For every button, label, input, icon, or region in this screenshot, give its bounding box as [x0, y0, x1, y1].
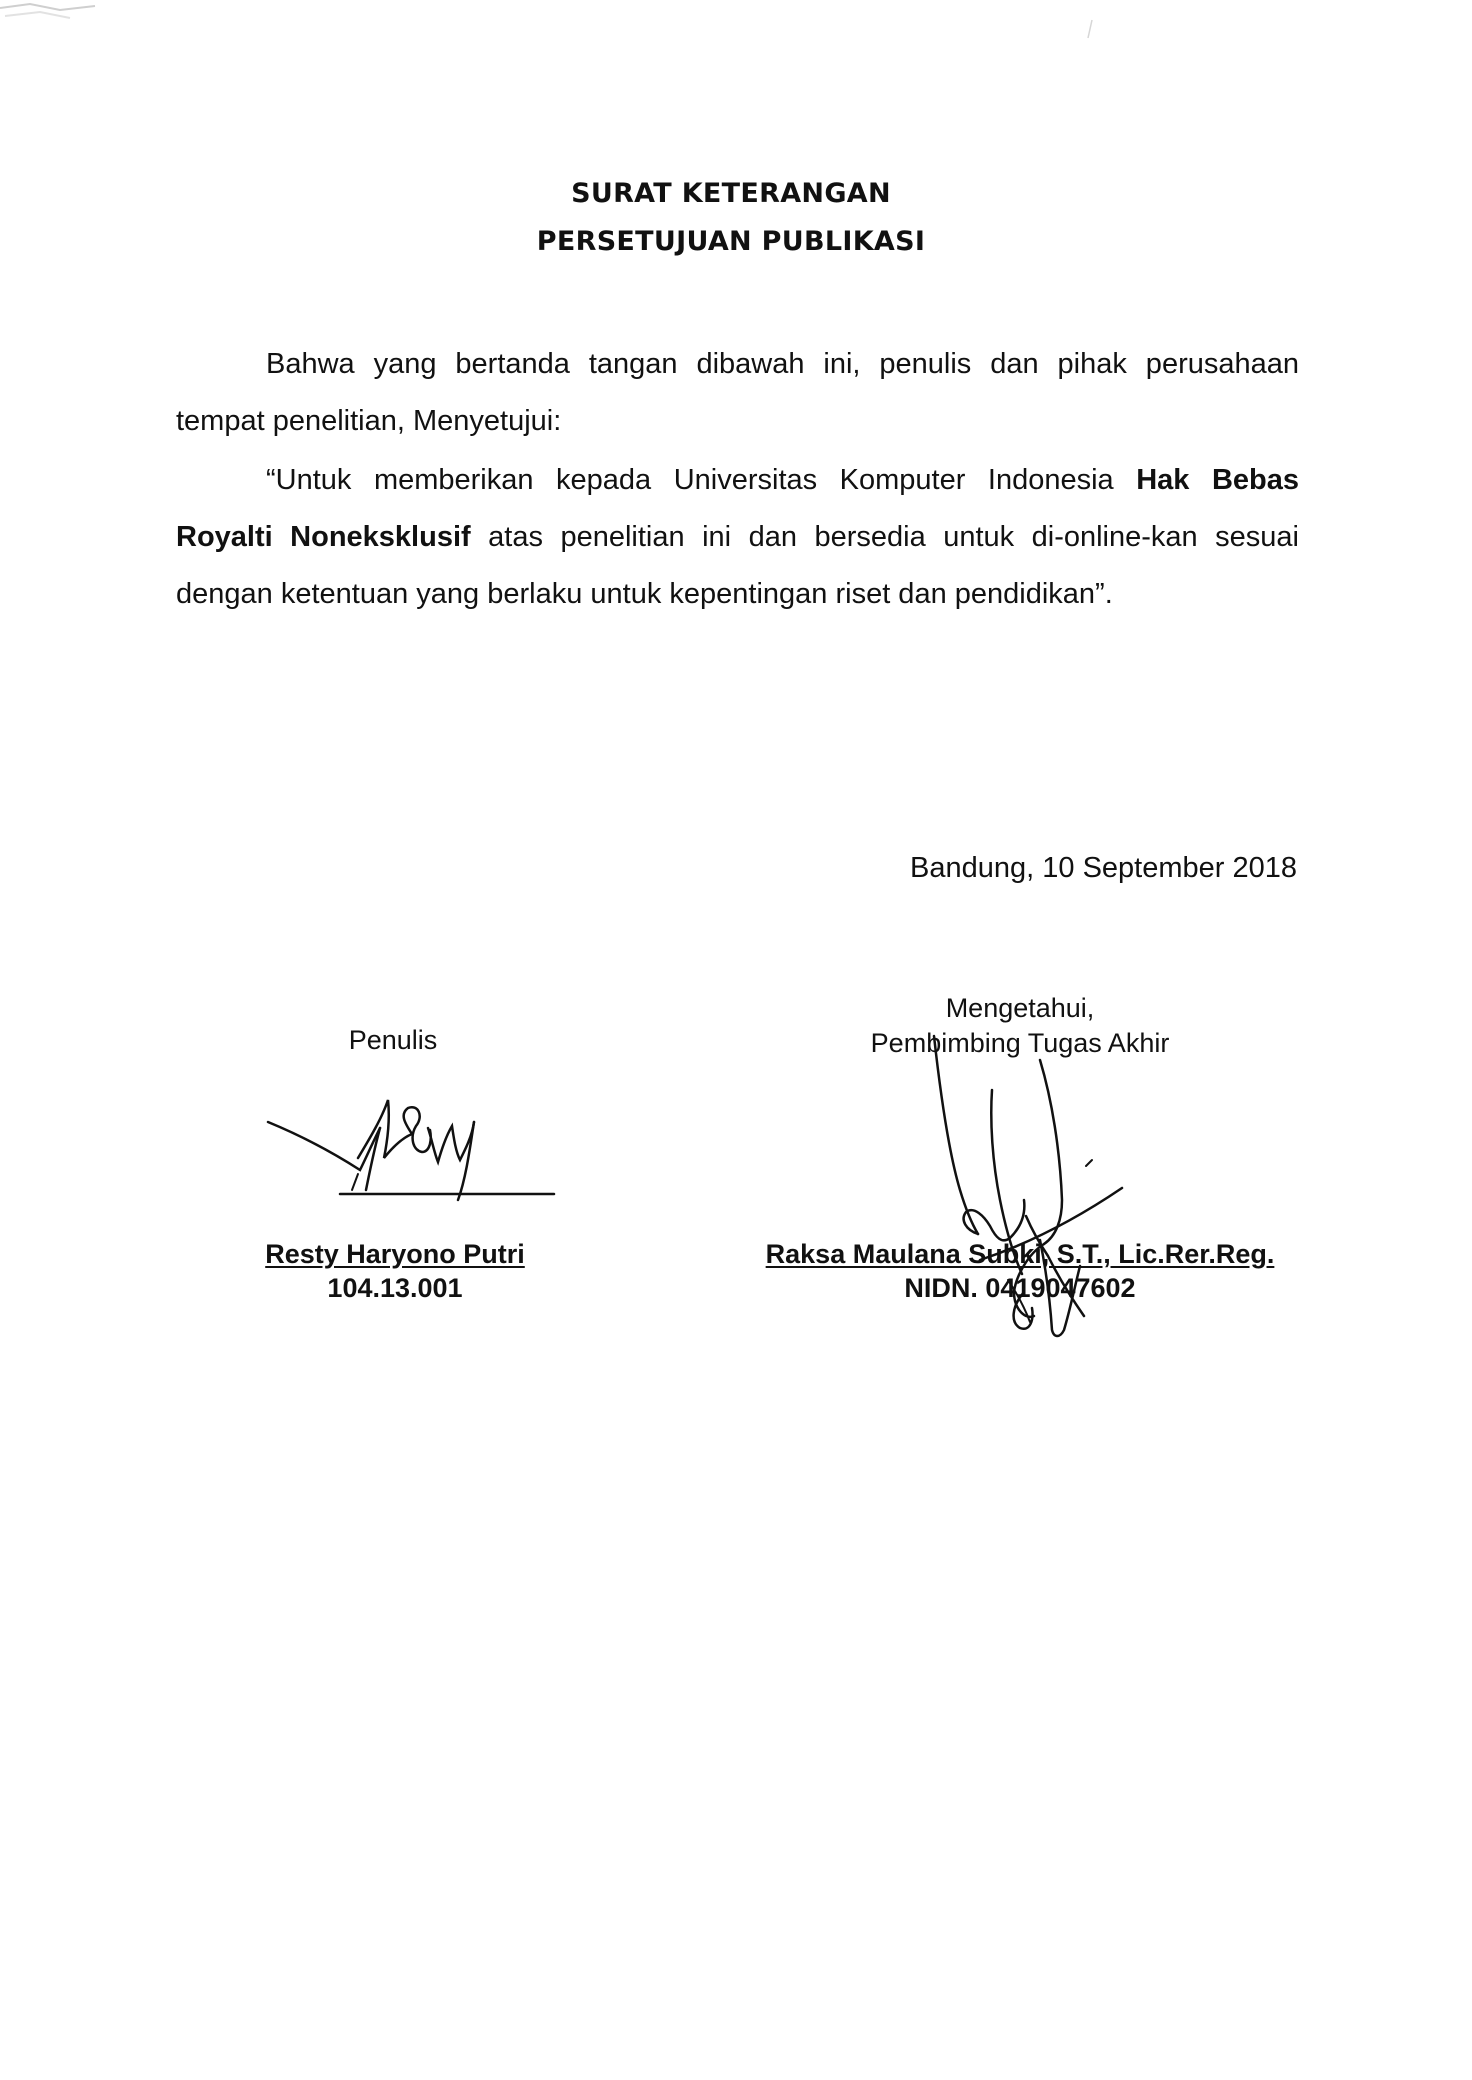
statement-line-2: tempat penelitian, Menyetujui: — [176, 405, 562, 437]
supervisor-signature — [920, 1030, 1170, 1350]
writer-signature — [262, 1078, 562, 1218]
agreement-line-3: dengan ketentuan yang berlaku untuk kepentingan riset dan pendidikan”. — [176, 578, 1113, 610]
scan-artifact — [0, 0, 120, 30]
agreement-line-1-bold: Hak Bebas — [1136, 464, 1299, 496]
statement-paragraph — [176, 336, 1299, 450]
writer-name: Resty Haryono Putri — [265, 1239, 525, 1269]
title-line-2: PERSETUJUAN PUBLIKASI — [536, 226, 926, 257]
document-title — [0, 170, 1472, 266]
title-line-1: SURAT KETERANGAN — [571, 178, 891, 209]
supervisor-id: NIDN. 0419047602 — [904, 1273, 1136, 1303]
agreement-line-2-text: atas penelitian ini dan bersedia untuk di-online-kan sesuai — [470, 521, 1299, 553]
writer-id: 104.13.001 — [327, 1273, 463, 1303]
place-date: Bandung, 10 September 2018 — [910, 852, 1297, 884]
agreement-paragraph — [176, 452, 1299, 623]
acknowledge-label: Mengetahui, — [945, 993, 1095, 1023]
agreement-line-1-text: “Untuk memberikan kepada Universitas Komputer Indonesia — [266, 464, 1137, 496]
statement-line-1: Bahwa yang bertanda tangan dibawah ini, penulis dan pihak perusahaan — [266, 348, 1299, 380]
agreement-line-1 — [176, 452, 1299, 509]
scan-artifact — [1080, 16, 1110, 46]
supervisor-role-label: Pembimbing Tugas Akhir — [870, 1028, 1170, 1058]
agreement-line-2 — [176, 509, 1299, 566]
writer-role-label: Penulis — [348, 1025, 438, 1055]
agreement-line-2-bold: Royalti Noneksklusif — [176, 521, 471, 553]
supervisor-name: Raksa Maulana Subki, S.T., Lic.Rer.Reg. — [765, 1239, 1275, 1269]
